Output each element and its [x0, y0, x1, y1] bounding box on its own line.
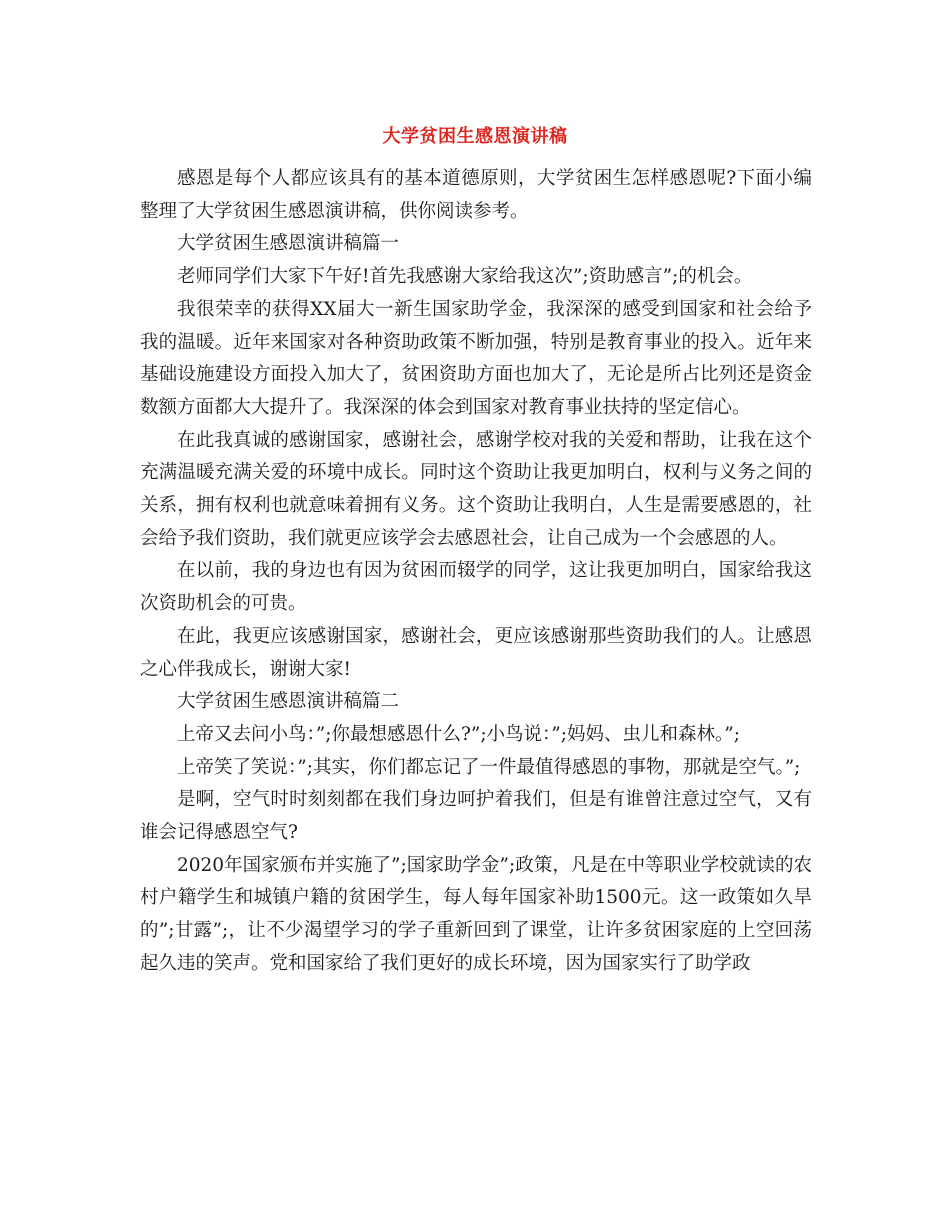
paragraph: 2020年国家颁布并实施了”;国家助学金”;政策，凡是在中等职业学校就读的农村户籍学生和城镇户籍的贫困学生，每人每年国家补助1500元。这一政策如久旱的”;甘露”;，让不少渴望学习的学子重新回到了课堂，让许多贫困家庭的上空回荡起久违的笑声。党和国家给了我们更好的成长环境，因为国家实行了助学政: [140, 854, 812, 974]
document-title: 大学贫困生感恩演讲稿: [382, 126, 568, 147]
paragraph: 在此我真诚的感谢国家，感谢社会，感谢学校对我的关爱和帮助，让我在这个充满温暖充满关爱的环境中成长。同时这个资助让我更加明白，权利与义务之间的关系，拥有权利也就意味着拥有义务。这个资助让我明白，人生是需要感恩的，社会给予我们资助，我们就更应该学会去感恩社会，让自己成为一个会感恩的人。: [140, 429, 812, 549]
document-body: [140, 163, 812, 981]
section-heading-one: 大学贫困生感恩演讲稿篇一: [177, 233, 400, 255]
paragraph: 上帝笑了笑说：”;其实，你们都忘记了一件最值得感恩的事物，那就是空气。”;: [177, 756, 801, 778]
paragraph: 是啊，空气时时刻刻都在我们身边呵护着我们，但是有谁曾注意过空气，又有谁会记得感恩空气?: [140, 789, 812, 844]
paragraph: 上帝又去问小鸟：”;你最想感恩什么?”;小鸟说：”;妈妈、虫儿和森林。”;: [177, 723, 740, 745]
paragraph: 在以前，我的身边也有因为贫困而辍学的同学，这让我更加明白，国家给我这次资助机会的可贵。: [140, 560, 812, 615]
paragraph-greeting: 老师同学们大家下午好!首先我感谢大家给我这次”;资助感言”;的机会。: [177, 266, 753, 288]
section-heading-two: 大学贫困生感恩演讲稿篇二: [177, 691, 400, 713]
paragraph-intro: 感恩是每个人都应该具有的基本道德原则，大学贫困生怎样感恩呢?下面小编整理了大学贫困生感恩演讲稿，供你阅读参考。: [140, 168, 812, 222]
paragraph: 我很荣幸的获得XX届大一新生国家助学金，我深深的感受到国家和社会给予我的温暖。近年来国家对各种资助政策不断加强，特别是教育事业的投入。近年来基础设施建设方面投入加大了，贫困资助方面也加大了，无论是所占比列还是资金数额方面都大大提升了。我深深的体会到国家对教育事业扶持的坚定信心。: [140, 298, 812, 418]
paragraph: 在此，我更应该感谢国家，感谢社会，更应该感谢那些资助我们的人。让感恩之心伴我成长，谢谢大家!: [140, 625, 812, 680]
